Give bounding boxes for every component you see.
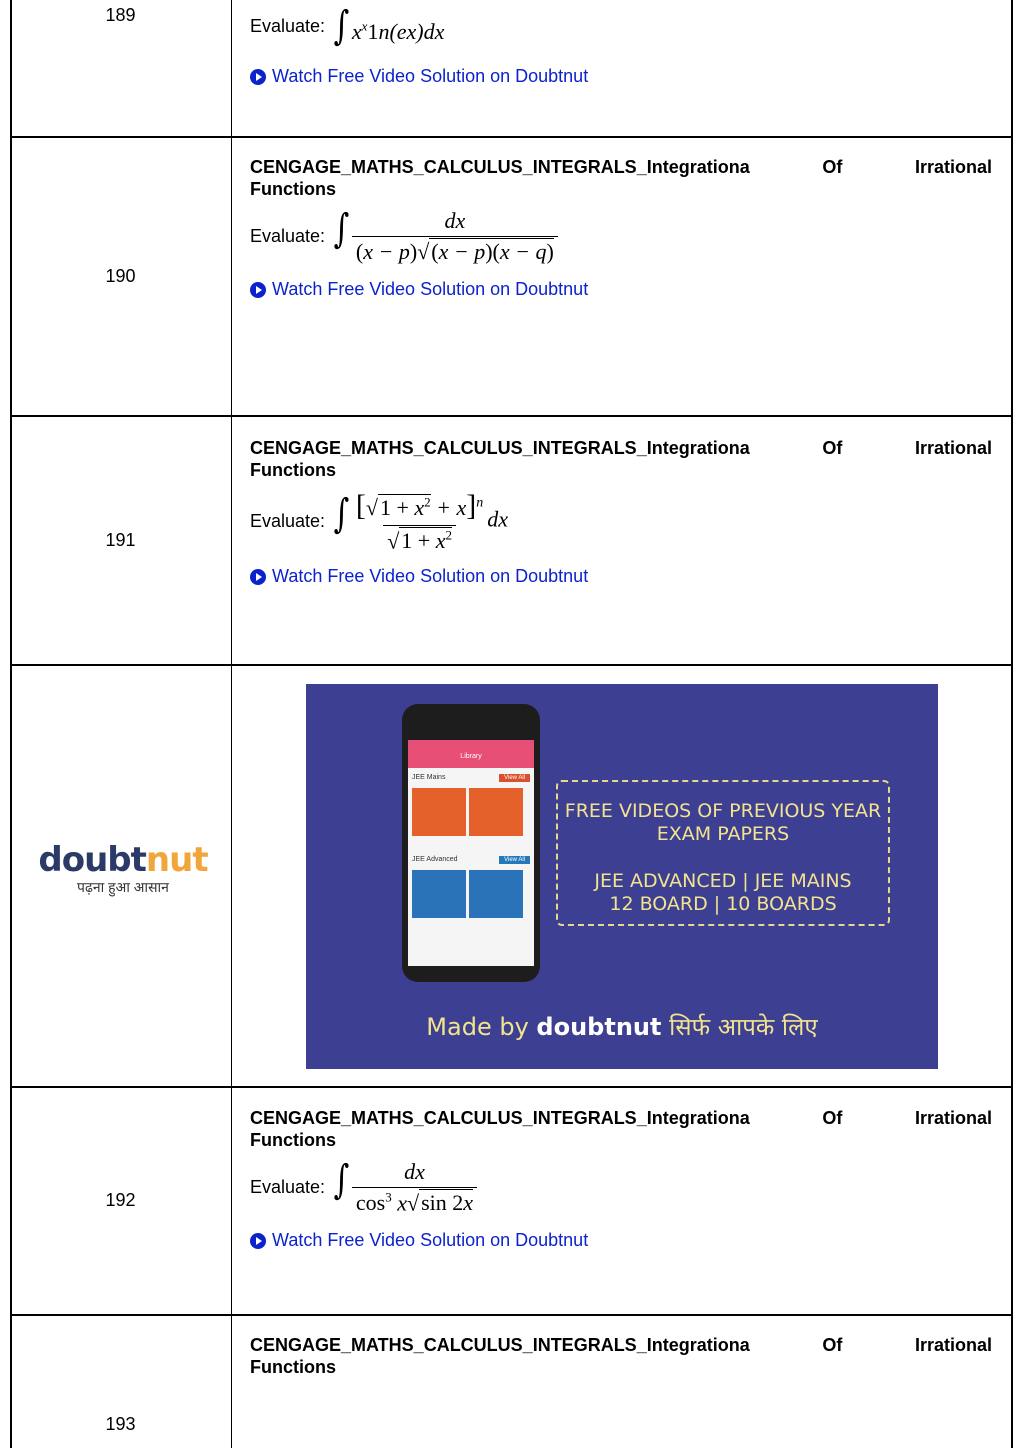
promo-banner[interactable] <box>306 684 938 1069</box>
topic-heading: CENGAGE_MATHS_CALCULUS_INTEGRALS_Integrationa Of Irrational <box>250 1108 992 1128</box>
video-solution-link[interactable]: Watch Free Video Solution on Doubtnut <box>250 566 992 587</box>
topic-heading: CENGAGE_MATHS_CALCULUS_INTEGRALS_Integrationa Of Irrational <box>250 1335 992 1355</box>
question-number: 190 <box>105 266 136 286</box>
question-cell <box>250 437 992 587</box>
row-divider <box>10 1086 1013 1088</box>
question-text: Evaluate: ∫ $\frac{dx}{\cos^3 x√\sin 2x}$ <box>250 1159 992 1216</box>
topic-heading: CENGAGE_MATHS_CALCULUS_INTEGRALS_Integrationa Of Irrational <box>250 157 992 177</box>
topic-heading-cont: Functions <box>250 1130 336 1150</box>
question-number: 192 <box>105 1190 136 1210</box>
row-divider <box>10 1314 1013 1316</box>
made-by-line: Made by doubtnut सिर्फ आपके लिए <box>426 1013 818 1041</box>
question-number: 191 <box>105 530 136 550</box>
math-expression: ∫ $\frac{dx}{(x - p)√(x - p)(x - q)}$ <box>331 208 558 265</box>
topic-heading-cont: Functions <box>250 460 336 480</box>
video-solution-link[interactable]: Watch Free Video Solution on Doubtnut <box>250 1230 992 1251</box>
video-tile <box>469 788 523 836</box>
phone-mockup <box>402 704 540 982</box>
row-divider <box>10 415 1013 417</box>
topic-heading-cont: Functions <box>250 179 336 199</box>
math-expression: ∫ $\frac{[√1 + x^2 + x]^n}{√1 + x^2}$ dx <box>333 489 509 554</box>
question-cell <box>250 3 992 87</box>
question-number: 189 <box>105 5 136 25</box>
row-divider <box>10 136 1013 138</box>
question-cell <box>250 1334 992 1378</box>
question-number: 193 <box>105 1414 136 1434</box>
video-solution-link[interactable]: Watch Free Video Solution on Doubtnut <box>250 66 992 87</box>
play-icon <box>250 282 266 298</box>
math-expression: ∫ $x^x1n(ex)dx$ <box>333 3 445 49</box>
play-icon <box>250 569 266 585</box>
logo-tagline: पढ़ना हुआ आसान <box>77 879 169 895</box>
math-expression: ∫ $\frac{dx}{\cos^3 x√\sin 2x}$ <box>331 1159 477 1216</box>
promo-text-box: FREE VIDEOS OF PREVIOUS YEAR EXAM PAPERS JEE ADVANCED | JEE MAINS 12 BOARD | 10 BOARDS <box>556 780 890 926</box>
play-icon <box>250 69 266 85</box>
question-text: Evaluate: ∫ $\frac{dx}{(x - p)√(x - p)(x - q)}$ <box>250 208 992 265</box>
question-text: Evaluate: ∫ $\frac{[√1 + x^2 + x]^n}{√1 + x^2}$ dx <box>250 489 509 554</box>
question-cell <box>250 156 992 300</box>
play-icon <box>250 1233 266 1249</box>
phone-screen: Library JEE Mains View All JEE Advanced View All <box>408 740 534 966</box>
video-tile <box>412 870 466 918</box>
video-tile <box>469 870 523 918</box>
made-by-logo: doubtnut <box>536 1013 662 1041</box>
topic-heading: CENGAGE_MATHS_CALCULUS_INTEGRALS_Integrationa Of Irrational <box>250 438 992 458</box>
video-solution-link[interactable]: Watch Free Video Solution on Doubtnut <box>250 279 992 300</box>
question-cell <box>250 1107 992 1251</box>
row-divider <box>10 664 1013 666</box>
video-tile <box>412 788 466 836</box>
column-divider <box>231 0 232 1448</box>
question-text: Evaluate: ∫ $x^x1n(ex)dx$ <box>250 3 445 49</box>
topic-heading-cont: Functions <box>250 1357 336 1377</box>
doubtnut-logo: doubtnut पढ़ना हुआ आसान <box>28 840 218 897</box>
